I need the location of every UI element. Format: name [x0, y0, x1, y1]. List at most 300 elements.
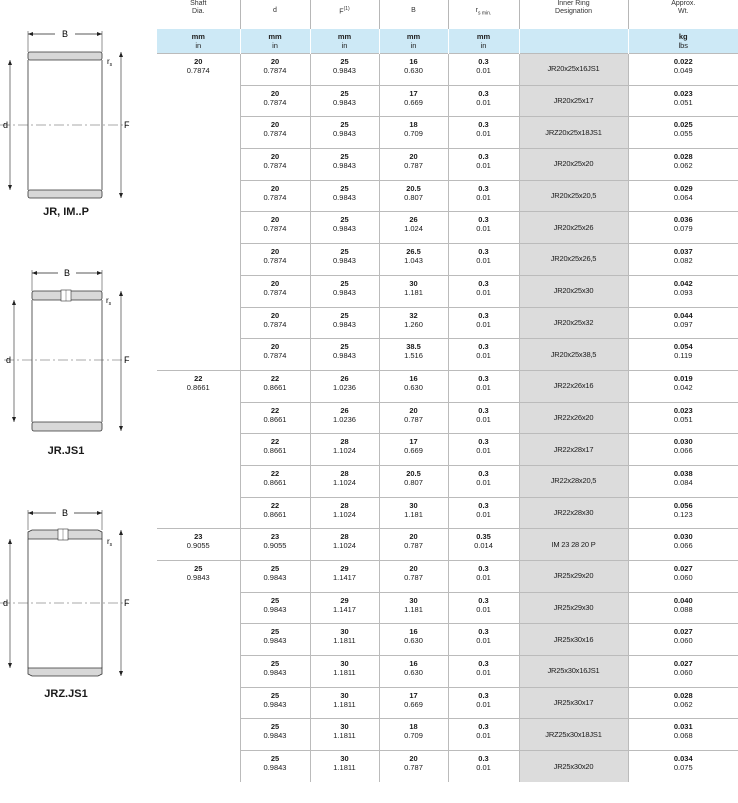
table-row	[157, 85, 738, 117]
rs-metric: 0.3	[478, 627, 489, 637]
d-metric: 25	[270, 754, 280, 764]
table-body	[157, 54, 738, 783]
rs-metric: 0.3	[478, 183, 489, 193]
rs-metric: 0.3	[478, 342, 489, 352]
wt-cell	[628, 624, 738, 656]
B-metric: 18	[409, 120, 418, 130]
B-cell	[379, 497, 448, 529]
B-metric: 17	[409, 690, 418, 700]
header-row	[157, 0, 738, 29]
wt-cell	[628, 402, 738, 434]
shaft-imperial: 0.9055	[186, 541, 210, 551]
shaft-cell	[157, 497, 240, 529]
dim-rs-label: $r_s$	[107, 537, 113, 548]
wt-metric: 0.036	[673, 215, 693, 225]
F-metric: 25	[340, 342, 349, 352]
F-metric: 30	[340, 754, 349, 764]
F-metric: 28	[340, 532, 349, 542]
rs-cell	[448, 656, 519, 688]
shaft-cell	[157, 370, 240, 402]
d-metric: 25	[270, 690, 280, 700]
wt-cell	[628, 370, 738, 402]
wt-cell	[628, 339, 738, 371]
F-metric: 29	[340, 564, 349, 573]
d-metric: 20	[270, 278, 280, 288]
B-imperial: 0.630	[404, 668, 423, 678]
d-cell	[240, 592, 310, 624]
B-imperial: 0.787	[404, 541, 423, 551]
wt-metric: 0.023	[673, 88, 693, 98]
B-cell	[379, 370, 448, 402]
rs-metric: 0.3	[478, 152, 489, 162]
d-cell	[240, 244, 310, 276]
F-metric: 28	[340, 437, 349, 447]
wt-imperial: 0.064	[673, 192, 693, 202]
F-metric: 25	[340, 183, 349, 193]
wt-cell	[628, 85, 738, 117]
d-cell	[240, 719, 310, 751]
F-metric: 26	[340, 373, 349, 383]
F-cell	[310, 180, 379, 212]
rs-metric: 0.3	[478, 247, 489, 257]
B-cell	[379, 465, 448, 497]
rs-cell	[448, 244, 519, 276]
wt-imperial: 0.084	[673, 477, 693, 487]
rs-metric: 0.3	[478, 57, 489, 66]
table-row	[157, 719, 738, 751]
shaft-cell	[157, 465, 240, 497]
header-rs-sub: s min.	[478, 10, 492, 17]
d-cell	[240, 85, 310, 117]
shaft-cell	[157, 244, 240, 276]
rs-cell	[448, 149, 519, 181]
designation-cell: JR25x30x16	[519, 624, 628, 656]
wt-cell	[628, 434, 738, 466]
rs-imperial: 0.01	[476, 446, 491, 456]
B-metric: 32	[409, 310, 418, 320]
rs-cell	[448, 592, 519, 624]
wt-imperial: 0.051	[673, 97, 693, 107]
designation-cell: JR25x30x20	[519, 751, 628, 783]
jr-im-p-drawing	[0, 28, 150, 203]
d-imperial: 0.8661	[263, 446, 287, 456]
d-imperial: 0.7874	[263, 129, 287, 139]
wt-imperial: 0.075	[673, 763, 693, 773]
d-metric: 22	[270, 500, 280, 510]
d-imperial: 0.9843	[263, 573, 287, 582]
F-imperial: 1.1024	[333, 446, 356, 456]
wt-cell	[628, 465, 738, 497]
d-cell	[240, 212, 310, 244]
diagram-label: JR, IM..P	[43, 206, 89, 218]
designation-cell: JR25x29x20	[519, 561, 628, 593]
B-metric: 20	[409, 152, 418, 162]
F-imperial: 1.1811	[333, 763, 356, 773]
rs-imperial: 0.01	[476, 604, 491, 614]
B-imperial: 1.260	[404, 319, 423, 329]
header-rs-label: r	[475, 7, 478, 14]
wt-imperial: 0.088	[673, 604, 693, 614]
B-imperial: 1.181	[404, 509, 423, 519]
B-imperial: 0.669	[404, 699, 423, 709]
d-cell	[240, 149, 310, 181]
shaft-metric: 23	[194, 532, 203, 542]
d-cell	[240, 687, 310, 719]
shaft-cell	[157, 719, 240, 751]
designation-cell: JR20x25x20,5	[519, 180, 628, 212]
wt-imperial: 0.079	[673, 224, 693, 234]
header-f-label: F	[339, 8, 344, 16]
table-row	[157, 434, 738, 466]
rs-cell	[448, 85, 519, 117]
table-row	[157, 687, 738, 719]
rs-metric: 0.3	[478, 215, 489, 225]
table-row	[157, 465, 738, 497]
d-cell	[240, 656, 310, 688]
table-row	[157, 370, 738, 402]
unit-cell	[628, 29, 738, 54]
B-metric: 20	[409, 754, 418, 764]
d-cell	[240, 117, 310, 149]
shaft-cell	[157, 529, 240, 561]
rs-imperial: 0.01	[476, 351, 491, 361]
rs-imperial: 0.01	[476, 319, 491, 329]
rs-imperial: 0.01	[476, 161, 491, 171]
wt-imperial: 0.082	[673, 256, 693, 266]
d-metric: 22	[270, 468, 280, 478]
wt-imperial: 0.060	[673, 636, 693, 646]
d-imperial: 0.9843	[263, 699, 287, 709]
B-cell	[379, 54, 448, 86]
shaft-cell	[157, 592, 240, 624]
shaft-cell	[157, 117, 240, 149]
B-cell	[379, 180, 448, 212]
d-imperial: 0.9843	[263, 731, 287, 741]
table-row	[157, 212, 738, 244]
B-imperial: 1.043	[404, 256, 423, 266]
d-metric: 25	[270, 564, 280, 573]
B-imperial: 0.669	[404, 446, 423, 456]
F-cell	[310, 497, 379, 529]
rs-cell	[448, 529, 519, 561]
d-metric: 22	[270, 437, 280, 447]
F-metric: 25	[340, 215, 349, 225]
table-row	[157, 275, 738, 307]
wt-metric: 0.029	[673, 183, 693, 193]
wt-metric: 0.044	[673, 310, 693, 320]
rs-cell	[448, 465, 519, 497]
B-metric: 17	[409, 437, 418, 447]
wt-cell	[628, 180, 738, 212]
B-imperial: 1.181	[404, 604, 423, 614]
B-cell	[379, 592, 448, 624]
B-metric: 16	[409, 627, 418, 637]
B-metric: 30	[409, 278, 418, 288]
wt-imperial: 0.060	[673, 668, 693, 678]
B-metric: 17	[409, 88, 418, 98]
rs-imperial: 0.01	[476, 256, 491, 266]
wt-metric: 0.056	[673, 500, 693, 510]
designation-cell: JR20x25x26,5	[519, 244, 628, 276]
wt-metric: 0.022	[673, 57, 693, 66]
dim-d-label: d	[2, 598, 8, 608]
F-imperial: 1.1024	[333, 509, 356, 519]
F-imperial: 1.0236	[333, 382, 356, 392]
B-metric: 16	[409, 659, 418, 669]
wt-cell	[628, 307, 738, 339]
shaft-cell	[157, 687, 240, 719]
table-row	[157, 592, 738, 624]
wt-metric: 0.054	[673, 342, 693, 352]
B-metric: 18	[409, 722, 418, 732]
F-cell	[310, 370, 379, 402]
d-cell	[240, 497, 310, 529]
dim-d-label: d	[5, 355, 11, 365]
designation-cell: JR20x25x32	[519, 307, 628, 339]
d-imperial: 0.7874	[263, 97, 287, 107]
diagram-label: JRZ.JS1	[44, 688, 88, 700]
wt-metric: 0.030	[673, 532, 693, 542]
B-cell	[379, 149, 448, 181]
F-cell	[310, 687, 379, 719]
wt-cell	[628, 529, 738, 561]
B-cell	[379, 434, 448, 466]
rs-cell	[448, 54, 519, 86]
wt-metric: 0.028	[673, 152, 693, 162]
rs-cell	[448, 402, 519, 434]
designation-cell: JR20x25x38,5	[519, 339, 628, 371]
wt-cell	[628, 561, 738, 593]
shaft-metric: 20	[194, 57, 203, 66]
d-cell	[240, 307, 310, 339]
wt-imperial: 0.051	[673, 414, 693, 424]
F-cell	[310, 592, 379, 624]
F-metric: 28	[340, 500, 349, 510]
header-b: B	[379, 0, 448, 29]
B-cell	[379, 529, 448, 561]
rs-cell	[448, 339, 519, 371]
B-cell	[379, 117, 448, 149]
F-cell	[310, 244, 379, 276]
dim-b-label: B	[61, 508, 69, 518]
unit-secondary: in	[195, 41, 202, 50]
unit-cell	[310, 29, 379, 54]
B-cell	[379, 275, 448, 307]
rs-metric: 0.3	[478, 754, 489, 764]
F-imperial: 0.9843	[333, 129, 356, 139]
wt-cell	[628, 719, 738, 751]
designation-cell: JR20x25x20	[519, 149, 628, 181]
rs-cell	[448, 370, 519, 402]
shaft-cell	[157, 751, 240, 783]
d-metric: 23	[270, 532, 280, 542]
d-imperial: 0.8661	[263, 414, 287, 424]
wt-metric: 0.034	[673, 754, 693, 764]
d-cell	[240, 402, 310, 434]
F-cell	[310, 719, 379, 751]
d-cell	[240, 751, 310, 783]
F-imperial: 0.9843	[333, 97, 356, 107]
F-cell	[310, 149, 379, 181]
B-metric: 20	[409, 405, 418, 415]
header-shaft-dia: Shaft Dia.	[157, 0, 240, 29]
B-imperial: 1.024	[404, 224, 423, 234]
F-cell	[310, 656, 379, 688]
table-row	[157, 402, 738, 434]
d-cell	[240, 54, 310, 86]
wt-cell	[628, 117, 738, 149]
footnote-ref: (1)	[343, 6, 350, 12]
rs-metric: 0.3	[478, 564, 489, 573]
B-imperial: 0.709	[404, 129, 423, 139]
d-imperial: 0.7874	[263, 66, 287, 75]
F-cell	[310, 212, 379, 244]
designation-cell: JR20x25x16JS1	[519, 54, 628, 86]
table-row	[157, 561, 738, 593]
unit-secondary: in	[272, 41, 278, 50]
F-cell	[310, 54, 379, 86]
d-cell	[240, 275, 310, 307]
rs-metric: 0.3	[478, 500, 489, 510]
F-metric: 25	[340, 310, 349, 320]
wt-cell	[628, 751, 738, 783]
wt-metric: 0.027	[673, 627, 693, 637]
rs-imperial: 0.01	[476, 224, 491, 234]
F-imperial: 1.1811	[333, 668, 356, 678]
d-cell	[240, 180, 310, 212]
rs-cell	[448, 212, 519, 244]
unit-primary: mm	[406, 32, 421, 41]
d-imperial: 0.9843	[263, 763, 287, 773]
B-metric: 16	[409, 57, 418, 66]
shaft-cell	[157, 307, 240, 339]
rs-metric: 0.3	[478, 595, 489, 605]
B-imperial: 0.630	[404, 382, 423, 392]
F-metric: 30	[340, 659, 349, 669]
d-metric: 25	[270, 722, 280, 732]
F-metric: 30	[340, 722, 349, 732]
dim-f-label: F	[124, 598, 130, 608]
wt-imperial: 0.062	[673, 699, 693, 709]
d-imperial: 0.7874	[263, 287, 287, 297]
d-metric: 22	[270, 373, 280, 383]
B-imperial: 0.807	[404, 477, 423, 487]
wt-metric: 0.030	[673, 437, 693, 447]
shaft-cell	[157, 212, 240, 244]
B-cell	[379, 719, 448, 751]
B-imperial: 0.630	[404, 636, 423, 646]
rs-metric: 0.3	[478, 120, 489, 130]
d-metric: 25	[270, 627, 280, 637]
d-imperial: 0.8661	[263, 509, 287, 519]
shaft-imperial: 0.7874	[186, 66, 210, 75]
rs-imperial: 0.01	[476, 668, 491, 678]
wt-imperial: 0.093	[673, 287, 693, 297]
rs-metric: 0.3	[478, 722, 489, 732]
rs-metric: 0.3	[478, 310, 489, 320]
table-row	[157, 149, 738, 181]
wt-imperial: 0.123	[673, 509, 693, 519]
designation-cell: JR25x30x17	[519, 687, 628, 719]
dim-b-label: B	[63, 268, 71, 278]
rs-metric: 0.3	[478, 690, 489, 700]
dim-rs-label: $r_s$	[106, 296, 112, 307]
d-imperial: 0.7874	[263, 224, 287, 234]
d-cell	[240, 370, 310, 402]
rs-cell	[448, 117, 519, 149]
B-cell	[379, 244, 448, 276]
d-cell	[240, 465, 310, 497]
wt-cell	[628, 149, 738, 181]
shaft-cell	[157, 180, 240, 212]
d-metric: 20	[270, 342, 280, 352]
B-imperial: 0.787	[404, 414, 423, 424]
B-imperial: 0.669	[404, 97, 423, 107]
d-metric: 20	[270, 183, 280, 193]
F-cell	[310, 275, 379, 307]
d-metric: 20	[270, 247, 280, 257]
shaft-cell	[157, 402, 240, 434]
B-cell	[379, 402, 448, 434]
rs-cell	[448, 180, 519, 212]
rs-metric: 0.3	[478, 405, 489, 415]
F-cell	[310, 339, 379, 371]
F-metric: 29	[340, 595, 349, 605]
wt-cell	[628, 687, 738, 719]
B-imperial: 1.516	[404, 351, 423, 361]
shaft-metric: 25	[194, 564, 203, 573]
F-cell	[310, 434, 379, 466]
rs-imperial: 0.01	[476, 699, 491, 709]
designation-cell: JR22x28x20,5	[519, 465, 628, 497]
d-cell	[240, 624, 310, 656]
diagram-label: JR.JS1	[47, 445, 85, 457]
jrz-js1-drawing	[0, 508, 150, 683]
rs-metric: 0.3	[478, 88, 489, 98]
wt-imperial: 0.049	[673, 66, 693, 75]
header-inner-ring: Inner Ring Designation	[519, 0, 628, 29]
F-metric: 25	[340, 88, 349, 98]
designation-cell: JR20x25x30	[519, 275, 628, 307]
table-row	[157, 180, 738, 212]
F-cell	[310, 85, 379, 117]
wt-metric: 0.028	[673, 690, 693, 700]
wt-imperial: 0.119	[674, 351, 693, 361]
F-cell	[310, 529, 379, 561]
B-cell	[379, 85, 448, 117]
dim-d-label: d	[2, 120, 8, 130]
bearing-diagrams	[0, 0, 150, 803]
wt-imperial: 0.097	[673, 319, 693, 329]
shaft-cell	[157, 624, 240, 656]
wt-metric: 0.027	[673, 659, 693, 669]
table-row	[157, 339, 738, 371]
wt-imperial: 0.060	[673, 573, 693, 582]
unit-secondary: in	[410, 41, 417, 50]
F-metric: 30	[340, 627, 349, 637]
shaft-cell	[157, 434, 240, 466]
shaft-cell	[157, 149, 240, 181]
F-imperial: 1.0236	[333, 414, 356, 424]
diagram-jrz-js1	[0, 508, 150, 700]
d-imperial: 0.7874	[263, 256, 287, 266]
B-cell	[379, 751, 448, 783]
header-f	[310, 0, 379, 29]
B-cell	[379, 656, 448, 688]
shaft-cell	[157, 339, 240, 371]
rs-imperial: 0.01	[476, 287, 491, 297]
F-imperial: 0.9843	[333, 161, 356, 171]
